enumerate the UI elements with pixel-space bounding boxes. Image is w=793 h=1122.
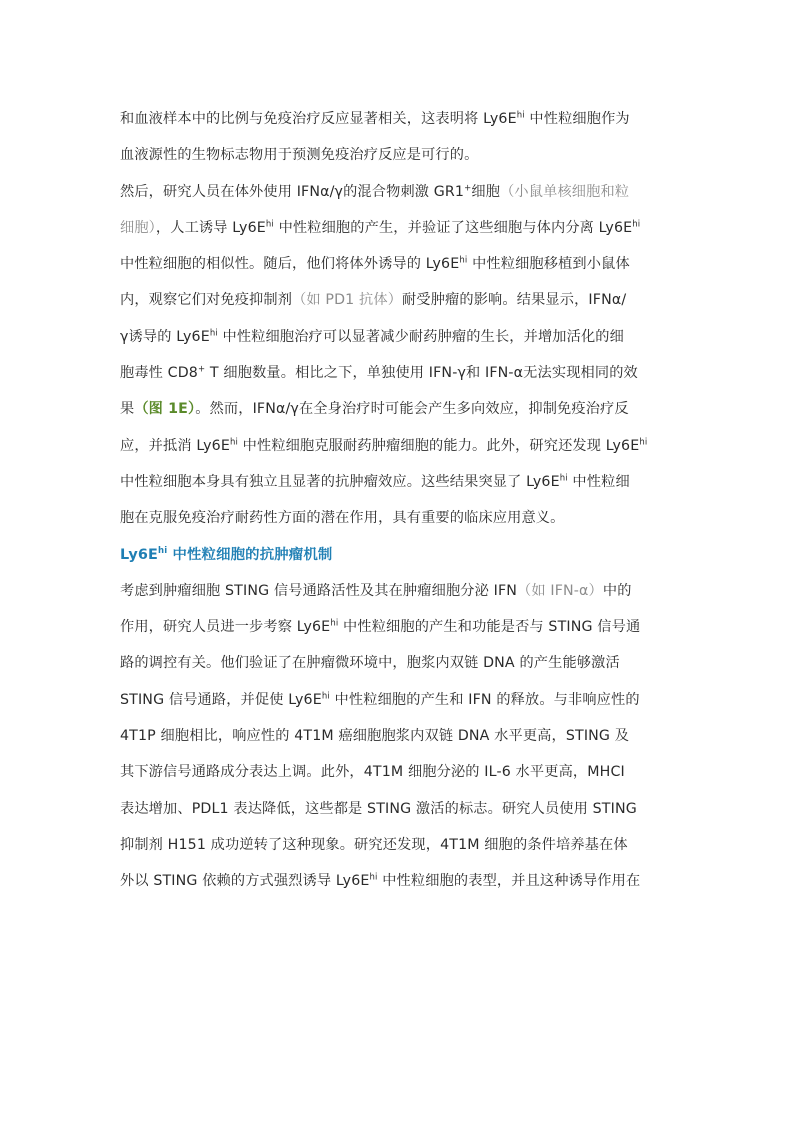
text: 然后，研究人员在体外使用 IFNα/γ的混合物刺激 GR1 <box>120 183 465 200</box>
text-line <box>120 137 676 173</box>
text-line <box>120 210 676 246</box>
text-line <box>120 101 676 137</box>
text: 内，观察它们对免疫抑制剂 <box>120 292 293 309</box>
text: 血液源性的生物标志物用于预测免疫治疗反应是可行的。 <box>120 147 479 164</box>
text: 耐受肿瘤的影响。结果显示，IFNα/ <box>402 292 627 309</box>
text: 胞毒性 CD8 <box>120 365 198 382</box>
text-line <box>120 391 676 427</box>
text: ，人工诱导 Ly6E <box>155 219 266 236</box>
text: 中性粒细胞的产生和功能是否与 STING 信号通 <box>338 619 641 636</box>
text: 应，并抵消 Ly6E <box>120 437 230 454</box>
superscript: hi <box>209 328 218 339</box>
text-line <box>120 791 676 827</box>
text: 表达增加、PDL1 表达降低，这些都是 STING 激活的标志。研究人员使用 STING <box>120 800 637 817</box>
text: 中性粒细胞的相似性。随后，他们将体外诱导的 Ly6E <box>120 256 460 273</box>
section-heading <box>120 537 676 573</box>
text-line <box>120 428 676 464</box>
document-page <box>120 101 676 900</box>
text: 路的调控有关。他们验证了在肿瘤微环境中，胞浆内双链 DNA 的产生能够激活 <box>120 655 620 672</box>
text-line <box>120 246 676 282</box>
text: 其下游信号通路成分表达上调。此外，4T1M 细胞分泌的 IL-6 水平更高，MHCI <box>120 764 625 781</box>
text: 中的 <box>602 582 632 599</box>
text-line <box>120 500 676 536</box>
text: 作用，研究人员进一步考察 Ly6E <box>120 619 331 636</box>
heading-text: 中性粒细胞的抗肿瘤机制 <box>167 546 333 563</box>
text: 中性粒细胞移植到小鼠体 <box>467 256 630 273</box>
superscript: hi <box>639 436 648 447</box>
superscript: + <box>464 182 472 193</box>
text: 果 <box>120 401 135 418</box>
text: 抑制剂 H151 成功逆转了这种现象。研究还发现，4T1M 细胞的条件培养基在体 <box>120 836 628 853</box>
text-line <box>120 682 676 718</box>
text-line <box>120 282 676 318</box>
text: 中性粒细胞的表型，并且这种诱导作用在 <box>377 873 641 890</box>
parenthetical-note: 细胞） <box>120 219 156 236</box>
text: T 细胞数量。相比之下，单独使用 IFN-γ和 IFN-α无法实现相同的效 <box>205 365 638 382</box>
text: 中性粒细胞治疗可以显著减少耐药肿瘤的生长，并增加活化的细 <box>217 328 624 345</box>
text: 中性粒细胞作为 <box>524 111 630 127</box>
text: 胞在克服免疫治疗耐药性方面的潜在作用，具有重要的临床应用意义。 <box>120 510 565 527</box>
text: 。然而，IFNα/γ在全身治疗时可能会产生多向效应，抑制免疫治疗反 <box>195 401 629 418</box>
figure-reference-link[interactable]: （图 1E） <box>134 401 196 418</box>
text: 细胞 <box>471 183 501 200</box>
text: 中性粒细胞的产生，并验证了这些细胞与体内分离 Ly6E <box>273 219 633 236</box>
parenthetical-note: （小鼠单核细胞和粒 <box>500 183 630 200</box>
text-line <box>120 355 676 391</box>
superscript: hi <box>369 872 378 883</box>
text-line <box>120 319 676 355</box>
text: 中性粒细胞的产生和 IFN 的释放。与非响应性的 <box>329 691 640 708</box>
text: 中性粒细 <box>567 473 630 490</box>
paragraph-2 <box>120 174 676 537</box>
superscript: hi <box>229 436 238 447</box>
text: 外以 STING 依赖的方式强烈诱导 Ly6E <box>120 873 370 890</box>
text: 中性粒细胞本身具有独立且显著的抗肿瘤效应。这些结果突显了 Ly6E <box>120 473 560 490</box>
text-line <box>120 174 676 210</box>
superscript: hi <box>559 473 568 484</box>
paragraph-3 <box>120 573 676 900</box>
text: 考虑到肿瘤细胞 STING 信号通路活性及其在肿瘤细胞分泌 IFN <box>120 582 518 599</box>
text-line <box>120 645 676 681</box>
paragraph-1 <box>120 101 676 174</box>
superscript: hi <box>321 691 330 702</box>
heading-text: Ly6E <box>120 546 159 563</box>
text: 和血液样本中的比例与免疫治疗反应显著相关，这表明将 Ly6E <box>120 111 517 127</box>
parenthetical-note: （如 IFN-α） <box>517 582 603 599</box>
text: STING 信号通路，并促使 Ly6E <box>120 691 322 708</box>
superscript: hi <box>265 219 274 230</box>
text-line <box>120 754 676 790</box>
text: 4T1P 细胞相比，响应性的 4T1M 癌细胞胞浆内双链 DNA 水平更高，STING 及 <box>120 728 630 745</box>
parenthetical-note: （如 PD1 抗体） <box>292 292 403 309</box>
superscript: hi <box>459 255 468 266</box>
text-line <box>120 827 676 863</box>
text-line <box>120 573 676 609</box>
text-line <box>120 609 676 645</box>
superscript: + <box>197 364 206 375</box>
superscript: hi <box>330 618 339 629</box>
text: 中性粒细胞克服耐药肿瘤细胞的能力。此外，研究还发现 Ly6E <box>238 437 640 454</box>
superscript: hi <box>632 219 641 230</box>
superscript: hi <box>158 545 168 556</box>
text-line <box>120 863 676 899</box>
text: γ诱导的 Ly6E <box>120 328 210 345</box>
text-line <box>120 718 676 754</box>
text-line <box>120 464 676 500</box>
superscript: hi <box>516 110 525 121</box>
